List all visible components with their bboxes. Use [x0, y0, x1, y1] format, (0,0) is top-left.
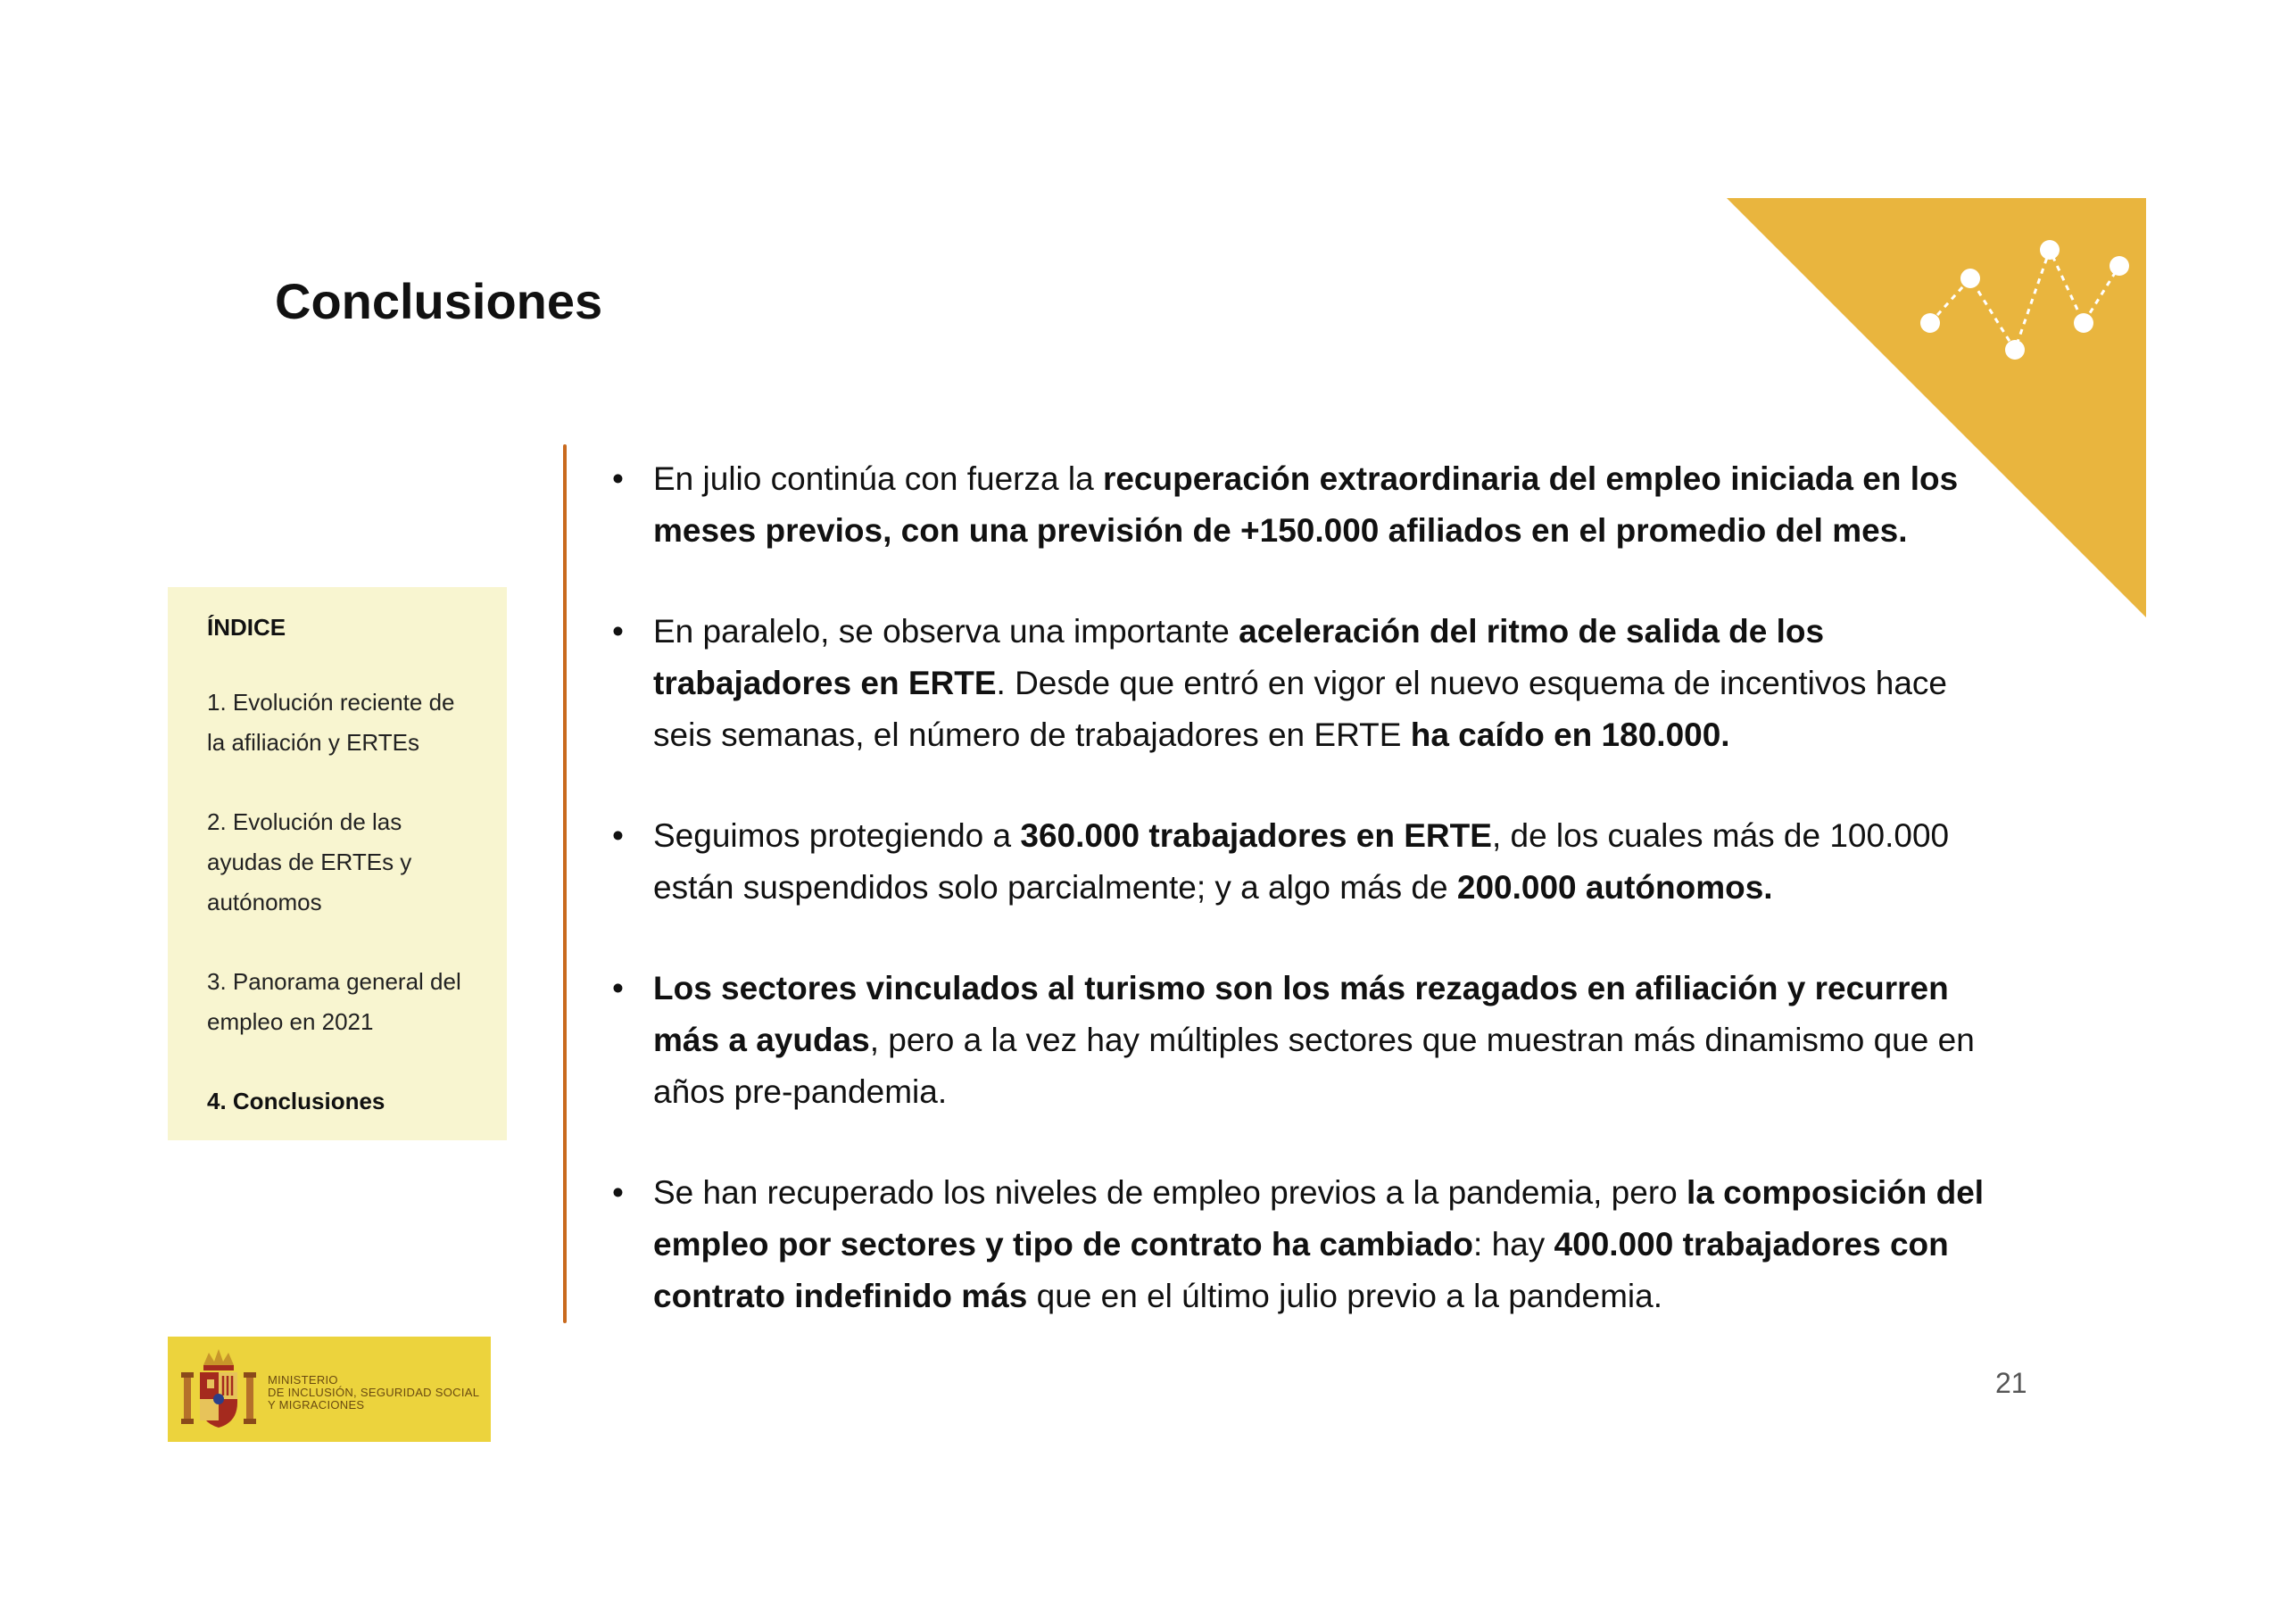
ministry-line: MINISTERIO — [268, 1373, 338, 1387]
bullet-item — [612, 606, 2004, 761]
bullet-icon: • — [612, 460, 624, 497]
index-item-line: 3. Panorama general del — [207, 968, 461, 995]
index-item-line: 4. Conclusiones — [207, 1088, 385, 1114]
bullet-bold-text: 360.000 trabajadores en ERTE — [1020, 817, 1492, 854]
vertical-divider — [563, 444, 567, 1323]
index-panel — [168, 587, 507, 1140]
bullet-text: Se han recuperado los niveles de empleo previos a la pandemia, pero — [653, 1174, 1687, 1211]
bullet-text: , pero a la vez hay múltiples sectores que muestran más dinamismo que en años pre-pandemia. — [653, 1022, 1975, 1110]
bullet-bold-text: Los sectores vinculados al turismo son los más rezagados en afiliación y recurren más a ayudas — [653, 970, 1949, 1058]
bullet-item — [612, 1167, 2004, 1322]
bullet-text: : hay — [1473, 1226, 1554, 1263]
bullet-text: , de los cuales más de 100.000 están suspendidos solo parcialmente; y a algo más de — [653, 817, 1950, 906]
bullet-bold-text: 400.000 trabajadores con contrato indefinido más — [653, 1226, 1949, 1314]
index-heading: ÍNDICE — [207, 614, 286, 641]
index-item-panorama-general[interactable] — [207, 962, 489, 1042]
bullet-item — [612, 453, 2004, 557]
index-item-line: 2. Evolución de las — [207, 808, 402, 835]
index-item-line: autónomos — [207, 889, 322, 915]
bullet-list — [612, 453, 2004, 1322]
page-number: 21 — [1995, 1367, 2027, 1399]
ministry-line: DE INCLUSIÓN, SEGURIDAD SOCIAL — [268, 1386, 480, 1399]
bullet-item — [612, 963, 2004, 1118]
bullet-icon: • — [612, 613, 624, 650]
bullet-bold-text: 200.000 autónomos. — [1456, 869, 1773, 906]
index-list — [207, 683, 489, 1122]
bullet-icon: • — [612, 817, 624, 854]
bullet-bold-text: aceleración del ritmo de salida de los trabajadores en ERTE — [653, 613, 1825, 701]
bullet-text: En julio continúa con fuerza la — [653, 460, 1103, 497]
index-item-line: la afiliación y ERTEs — [207, 729, 419, 756]
index-item-conclusiones[interactable] — [207, 1081, 489, 1122]
bullet-text: En paralelo, se observa una importante — [653, 613, 1239, 650]
bullet-bold-text: ha caído en 180.000. — [1410, 716, 1730, 753]
coat-of-arms-icon — [180, 1346, 257, 1433]
bullet-item — [612, 810, 2004, 914]
index-item-line: empleo en 2021 — [207, 1008, 374, 1035]
bullet-text: que en el último julio previo a la pandemia. — [1027, 1278, 1663, 1314]
bullet-text: . Desde que entró en vigor el nuevo esquema de incentivos hace seis semanas, el número de trabajadores en ERTE — [653, 665, 1947, 753]
bullet-bold-text: recuperación extraordinaria del empleo iniciada en los meses previos, con una previsión de +150.000 afiliados en el promedio del mes. — [653, 460, 1959, 549]
index-item-line: 1. Evolución reciente de — [207, 689, 455, 716]
page-title: Conclusiones — [275, 273, 603, 329]
index-item-evolucion-ayudas[interactable] — [207, 802, 489, 923]
bullet-icon: • — [612, 970, 624, 1006]
ministry-name — [268, 1374, 479, 1412]
bullet-text: Seguimos protegiendo a — [653, 817, 1021, 854]
bullet-bold-text: la composición del empleo por sectores y tipo de contrato ha cambiado — [653, 1174, 1985, 1263]
index-item-evolucion-afiliacion[interactable] — [207, 683, 489, 763]
ministry-line: Y MIGRACIONES — [268, 1398, 365, 1412]
conclusions-content — [612, 453, 2004, 1371]
ministry-logo — [168, 1337, 491, 1442]
bullet-icon: • — [612, 1174, 624, 1211]
index-item-line: ayudas de ERTEs y — [207, 849, 412, 875]
